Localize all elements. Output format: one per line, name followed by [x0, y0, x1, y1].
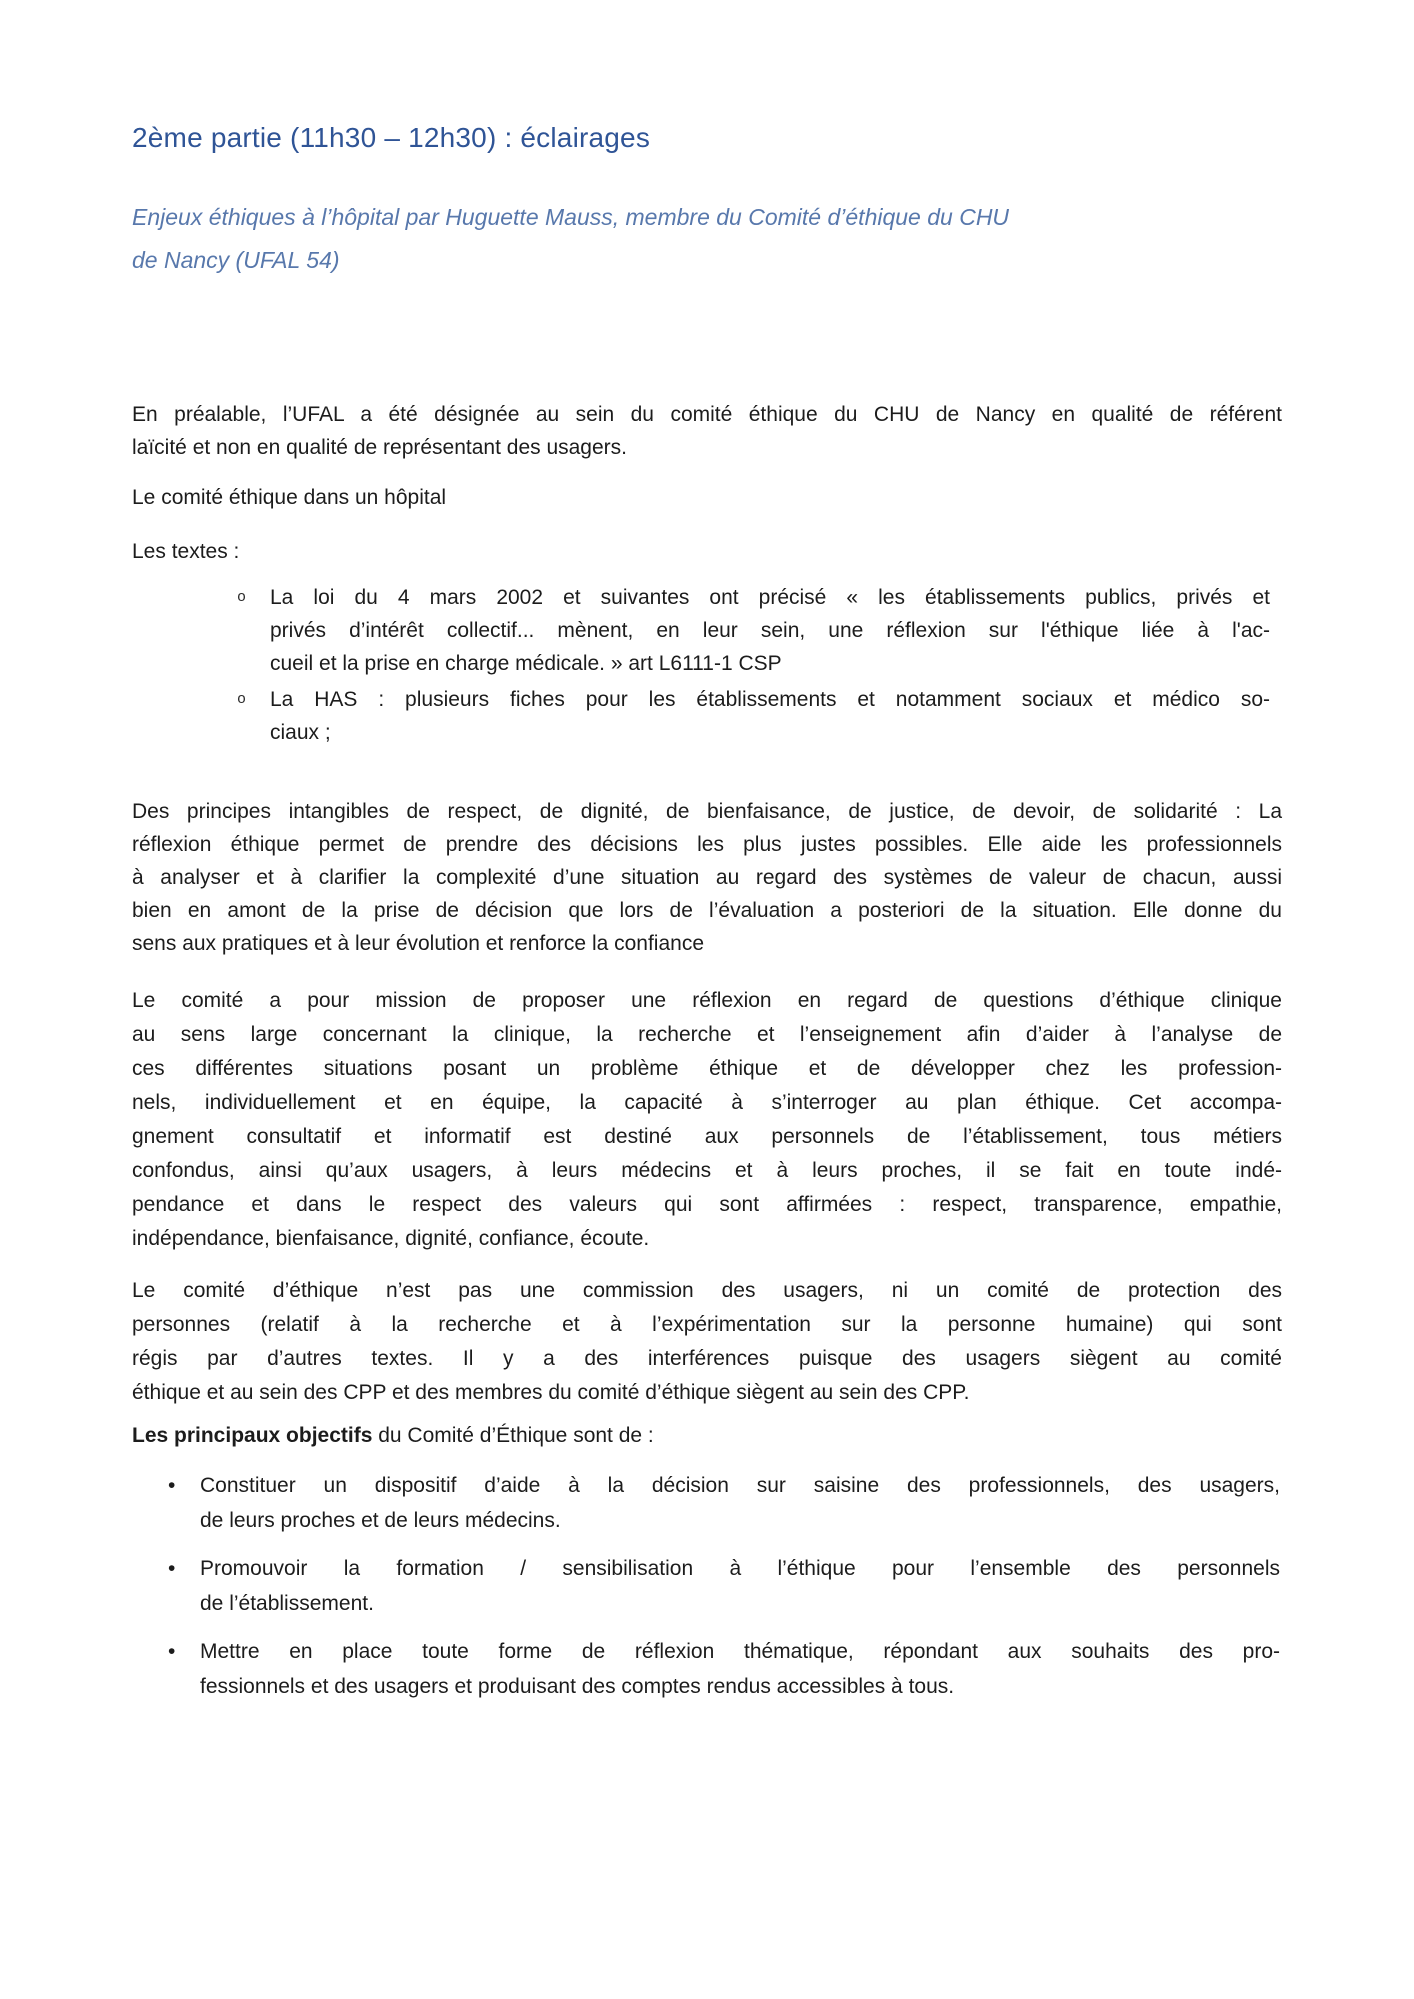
- subtitle: [132, 196, 1282, 282]
- text-line: laïcité et non en qualité de représentant des usagers.: [132, 436, 627, 459]
- text-line: de leurs proches et de leurs médecins.: [200, 1509, 561, 1532]
- list-item: [132, 1634, 1282, 1704]
- objectifs-heading-rest: du Comité d’Éthique sont de :: [372, 1424, 654, 1447]
- text-line: à analyser et à clarifier la complexité d’une situation au regard des systèmes de valeur de chacun, aussi: [132, 866, 1282, 889]
- text-line: sens aux pratiques et à leur évolution et renforce la confiance: [132, 932, 705, 955]
- les-textes-line: Les textes :: [132, 540, 240, 563]
- text-line: Le comité a pour mission de proposer une réflexion en regard de questions d’éthique clinique: [132, 989, 1282, 1012]
- text-line: confondus, ainsi qu’aux usagers, à leurs médecins et à leurs proches, il se fait en toute indé-: [132, 1159, 1282, 1182]
- intro-paragraph: [132, 398, 1282, 464]
- bullet-icon: o: [237, 691, 247, 708]
- list-item: [132, 683, 1282, 749]
- text-line: Enjeux éthiques à l’hôpital par Huguette Mauss, membre du Comité d’éthique du CHU: [132, 204, 1010, 230]
- list-item: [132, 1551, 1282, 1621]
- list-item-text: [200, 1634, 1280, 1704]
- text-line: Promouvoir la formation / sensibilisation à l’éthique pour l’ensemble des personnels: [200, 1557, 1280, 1580]
- bullet-icon: •: [168, 1474, 176, 1497]
- list-item-text: [200, 1551, 1280, 1621]
- bullet-icon: •: [168, 1640, 176, 1663]
- objectifs-bullet-list: [132, 1468, 1282, 1704]
- objectifs-heading: [132, 1419, 1282, 1452]
- text-line: Le comité d’éthique n’est pas une commission des usagers, ni un comité de protection des: [132, 1279, 1282, 1302]
- text-line: réflexion éthique permet de prendre des décisions les plus justes possibles. Elle aide les professionnels: [132, 833, 1282, 856]
- list-item: [132, 581, 1282, 680]
- text-line: de Nancy (UFAL 54): [132, 247, 340, 273]
- text-line: gnement consultatif et informatif est destiné aux personnels de l’établissement, tous métiers: [132, 1125, 1282, 1148]
- text-line: cueil et la prise en charge médicale. » art L6111-1 CSP: [270, 652, 782, 675]
- page-title: 2ème partie (11h30 – 12h30) : éclairages: [132, 122, 651, 153]
- text-line: au sens large concernant la clinique, la recherche et l’enseignement afin d’aider à l’analyse de: [132, 1023, 1282, 1046]
- text-line: ciaux ;: [270, 721, 331, 744]
- text-line: indépendance, bienfaisance, dignité, confiance, écoute.: [132, 1227, 650, 1250]
- list-item: [132, 1468, 1282, 1538]
- bullet-icon: o: [237, 589, 247, 606]
- comite-ethique-line: Le comité éthique dans un hôpital: [132, 486, 447, 509]
- text-line: Constituer un dispositif d’aide à la décision sur saisine des professionnels, des usagers,: [200, 1474, 1280, 1497]
- text-line: Mettre en place toute forme de réflexion thématique, répondant aux souhaits des pro-: [200, 1640, 1280, 1663]
- text-line: fessionnels et des usagers et produisant des comptes rendus accessibles à tous.: [200, 1675, 955, 1698]
- text-line: ces différentes situations posant un problème éthique et de développer chez les profession-: [132, 1057, 1282, 1080]
- text-line: Des principes intangibles de respect, de dignité, de bienfaisance, de justice, de devoir, de solidarité : La: [132, 800, 1282, 823]
- list-item-text: [270, 683, 1270, 749]
- text-line: bien en amont de la prise de décision que lors de l’évaluation a posteriori de la situation. Elle donne du: [132, 899, 1282, 922]
- text-line: régis par d’autres textes. Il y a des interférences puisque des usagers siègent au comité: [132, 1347, 1282, 1370]
- bullet-icon: •: [168, 1557, 176, 1580]
- text-line: personnes (relatif à la recherche et à l’expérimentation sur la personne humaine) qui sont: [132, 1313, 1282, 1336]
- text-line: nels, individuellement et en équipe, la capacité à s’interroger au plan éthique. Cet accompa-: [132, 1091, 1282, 1114]
- text-line: pendance et dans le respect des valeurs qui sont affirmées : respect, transparence, empathie,: [132, 1193, 1282, 1216]
- textes-bullet-list: [132, 581, 1282, 749]
- objectifs-heading-bold: Les principaux objectifs: [132, 1424, 373, 1447]
- commission-paragraph: [132, 1274, 1282, 1410]
- text-line: La loi du 4 mars 2002 et suivantes ont précisé « les établissements publics, privés et: [270, 586, 1270, 609]
- list-item-text: [270, 581, 1270, 680]
- text-line: La HAS : plusieurs fiches pour les établissements et notamment sociaux et médico so-: [270, 688, 1270, 711]
- text-line: En préalable, l’UFAL a été désignée au sein du comité éthique du CHU de Nancy en qualité de référent: [132, 403, 1282, 426]
- mission-paragraph: [132, 984, 1282, 1256]
- text-line: éthique et au sein des CPP et des membres du comité d’éthique siègent au sein des CPP.: [132, 1381, 970, 1404]
- text-line: privés d’intérêt collectif... mènent, en leur sein, une réflexion sur l'éthique liée à l'ac-: [270, 619, 1270, 642]
- text-line: de l’établissement.: [200, 1592, 374, 1615]
- list-item-text: [200, 1468, 1280, 1538]
- principes-paragraph: [132, 795, 1282, 960]
